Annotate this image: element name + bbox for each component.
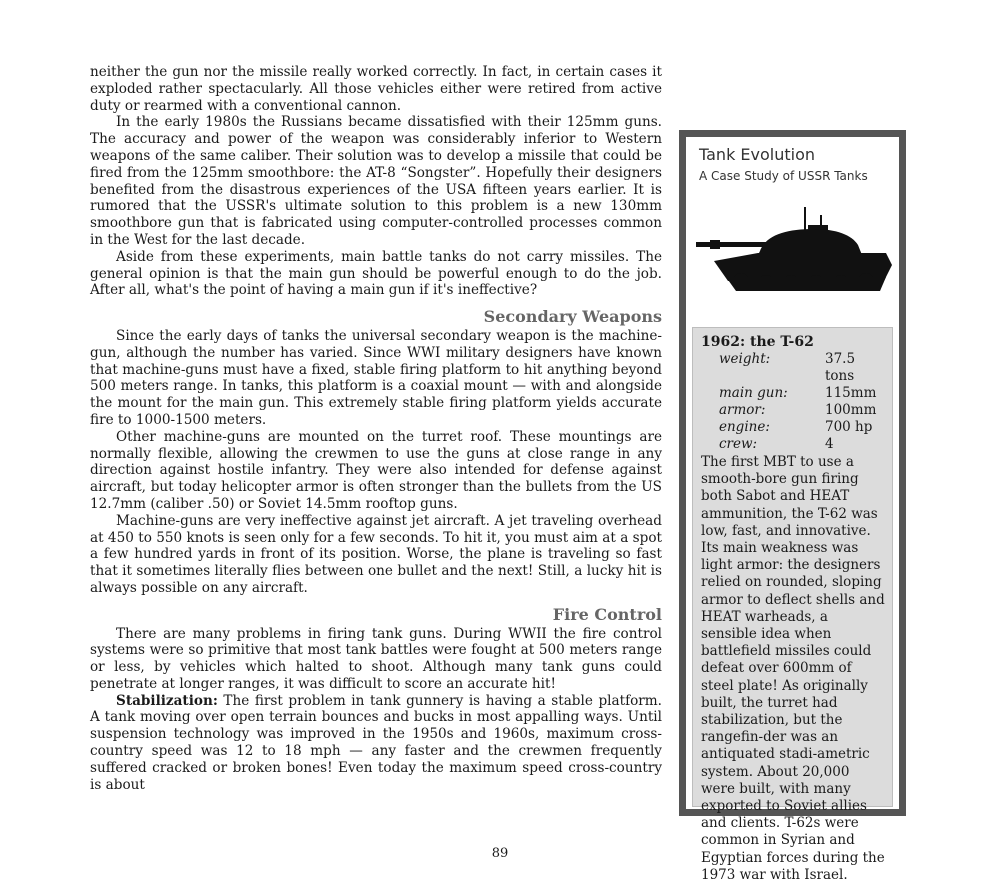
stabilization-text: The first problem in tank gunnery is having a stable platform. A tank moving over open terrain bounces and bucks in most appalling ways. Until suspension technology was improved in the 1950s and 1960s, maximum cross-country speed was 12 to 18 mph — any faster and the crewmen frequently suffered cracked or broken bones! Even today the maximum speed cross-country is about (90, 692, 662, 793)
spec-label: weight: (719, 351, 771, 367)
spec-label: armor: (719, 402, 766, 418)
paragraph: Aside from these experiments, main battle tanks do not carry missiles. The general opinion is that the main gun should be powerful enough to do the job. After all, what's the point of having a main gun if it's ineffective? (90, 248, 662, 299)
spec-value: 700 hp (825, 419, 873, 435)
section-heading-fire-control: Fire Control (552, 604, 662, 624)
spec-label: main gun: (719, 385, 788, 401)
paragraph-stabilization (90, 693, 662, 794)
paragraph: Since the early days of tanks the universal secondary weapon is the machine-gun, although the number has varied. Since WWI military designers have known that machine-guns must have a fixed, stable firing platform to hit anything beyond 500 meters range. In tanks, this platform is a coaxial mount — with and alongside the mount for the main gun. This extremely stable firing platform yields accurate fire to 1000-1500 meters. (90, 327, 662, 428)
spec-row-crew (701, 436, 887, 453)
tank-silhouette-icon (696, 205, 896, 305)
stabilization-lead: Stabilization: (116, 692, 218, 709)
paragraph: neither the gun nor the missile really worked correctly. In fact, in certain cases it exploded rather spectacularly. All those vehicles either were retired from active duty or rearmed with a conventional cannon. (90, 64, 662, 114)
sidebar-subtitle: A Case Study of USSR Tanks (699, 169, 868, 183)
spec-box (692, 327, 893, 883)
spec-description: The first MBT to use a smooth-bore gun firing both Sabot and HEAT ammunition, the T-62 was low, fast, and innovative. Its main weakness was light armor: the designers relied on rounded, sloping armor to deflect shells and HEAT warheads, a sensible idea when battlefield missiles could defeat over 600mm of steel plate! As originally built, the turret had stabilization, but the rangefin-der was an antiquated stadi-ametric system. About 20,000 were built, with many exported to Soviet allies and clients. T-62s were common in Syrian and Egyptian forces during the 1973 war with Israel. (701, 454, 885, 883)
paragraph: Other machine-guns are mounted on the turret roof. These mountings are normally flexible, allowing the crewmen to use the guns at close range in any direction against hostile infantry. They were also intended for defense against aircraft, but today helicopter armor is often stronger than the bullets from the US 12.7mm (caliber .50) or Soviet 14.5mm rooftop guns. (90, 428, 662, 512)
spec-row-main-gun (701, 385, 887, 402)
spec-row-engine (701, 419, 887, 436)
spec-heading: 1962: the T-62 (701, 334, 814, 350)
spec-row-weight (701, 351, 887, 385)
spec-value: 115mm (825, 385, 877, 401)
paragraph: Machine-guns are very ineffective against jet aircraft. A jet traveling overhead at 450 to 550 knots is seen only for a few seconds. To hit it, you must aim at a spot a few hundred yards in front of its position. Worse, the plane is traveling so fast that it sometimes literally flies between one bullet and the next! Still, a lucky hit is always possible on any aircraft. (90, 512, 662, 596)
paragraph: There are many problems in firing tank guns. During WWII the fire control systems were so primitive that most tank battles were fought at 500 meters range or less, by vehicles which halted to shoot. Although many tank guns could penetrate at longer ranges, it was difficult to score an accurate hit! (90, 625, 662, 692)
paragraph: In the early 1980s the Russians became dissatisfied with their 125mm guns. The accuracy and power of the weapon was considerably inferior to Western weapons of the same caliber. Their solution was to develop a missile that could be fired from the 125mm smoothbore: the AT-8 “Songster”. Hopefully their designers benefited from the disastrous experiences of the USA fifteen years earlier. It is rumored that the USSR's ultimate solution to this problem is a new 130mm smoothbore gun that is fabricated using computer-controlled processes common in the West for the last decade. (90, 114, 662, 248)
spec-label: engine: (719, 419, 770, 435)
sidebar-box (679, 130, 906, 883)
spec-label: crew: (719, 436, 758, 452)
section-heading-secondary-weapons: Secondary Weapons (483, 307, 662, 327)
spec-value: 4 (825, 436, 834, 452)
spec-value: 100mm (825, 402, 877, 418)
page-number: 89 (491, 846, 509, 861)
main-column (90, 64, 662, 793)
sidebar-title: Tank Evolution (699, 145, 816, 164)
spec-row-armor (701, 402, 887, 419)
spec-value: 37.5 tons (825, 351, 856, 384)
